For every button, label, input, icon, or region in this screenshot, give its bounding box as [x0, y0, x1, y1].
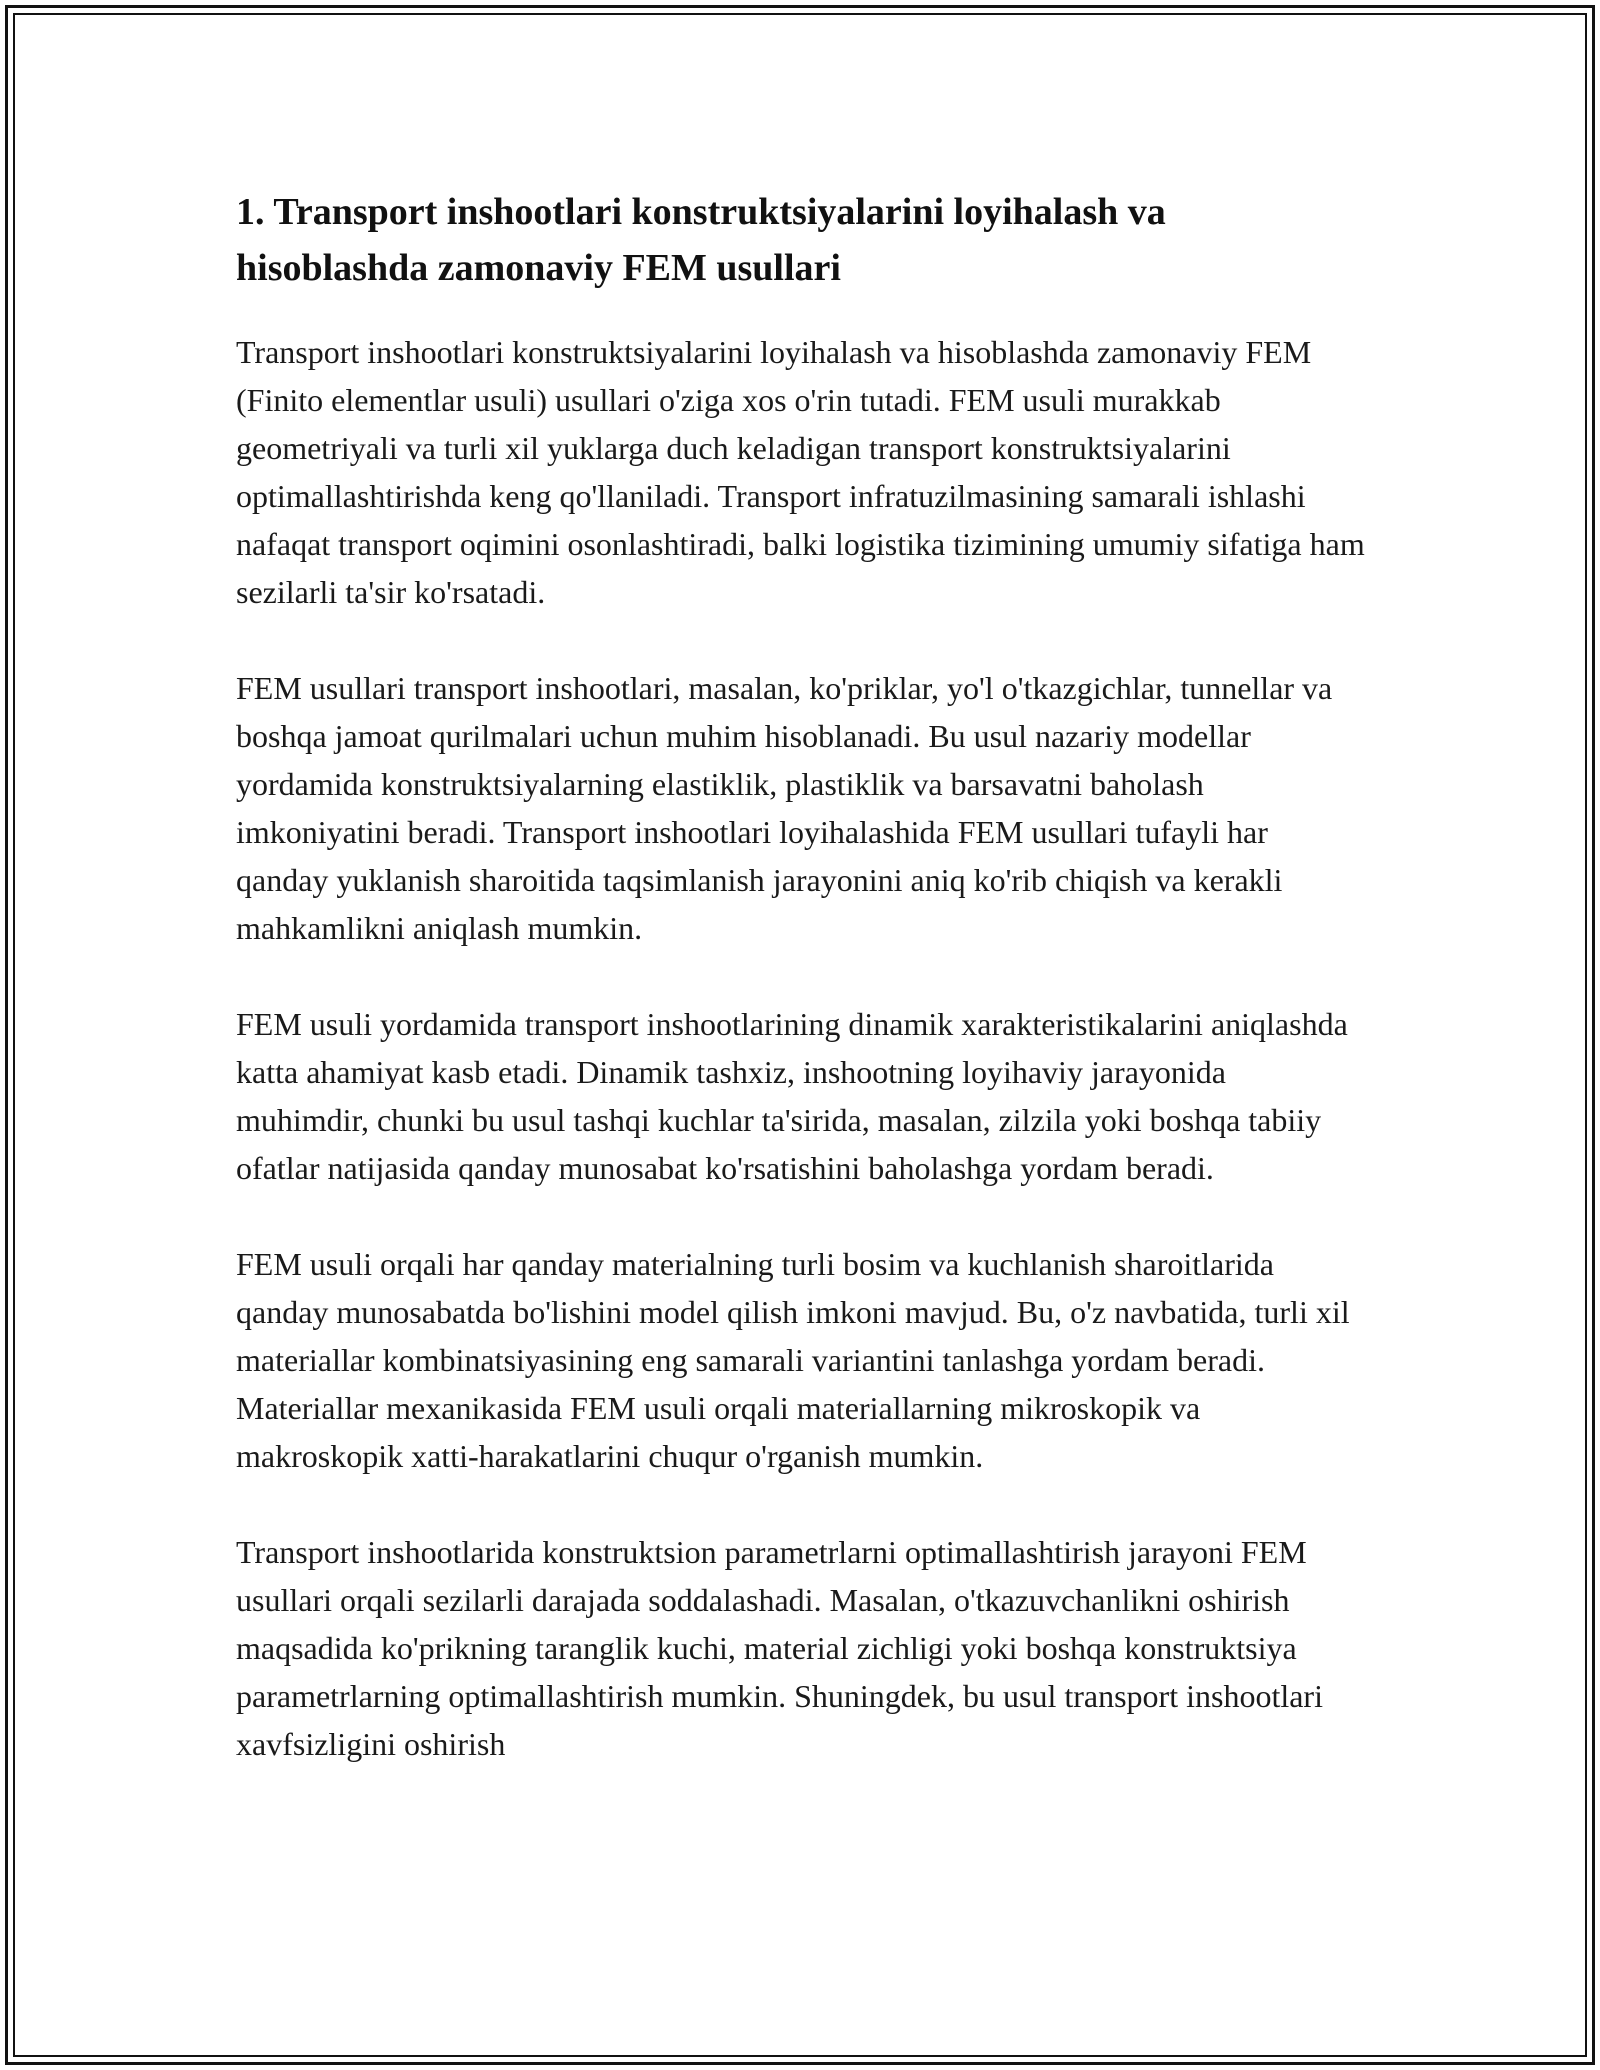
paragraph-2: FEM usullari transport inshootlari, masalan, ko'priklar, yo'l o'tkazgichlar, tunnellar va boshqa jamoat qurilmalari uchun muhim hisoblanadi. Bu usul nazariy modellar yordamida konstruktsiyalarning elastiklik, plastiklik va barsavatni baholash imkoniyatini beradi. Transport inshootlari loyihalashida FEM usullari tufayli har qanday yuklanish sharoitida taqsimlanish jarayonini aniq ko'rib chiqish va kerakli mahkamlikni aniqlash mumkin.	[236, 670, 1333, 946]
title-line-2: hisoblashda zamonaviy FEM usullari	[236, 247, 841, 289]
paragraph-5: Transport inshootlarida konstruktsion parametrlarni optimallashtirish jarayoni FEM usullari orqali sezilarli darajada soddalashadi. Masalan, o'tkazuvchanlikni oshirish maqsadida ko'prikning taranglik kuchi, material zichligi yoki boshqa konstruktsiya parametrlarning optimallashtirish mumkin. Shuningdek, bu usul transport inshootlari xavfsizligini oshirish	[236, 1534, 1323, 1762]
document-body	[236, 184, 1366, 1768]
document-title	[236, 184, 1366, 296]
title-line-1: 1. Transport inshootlari konstruktsiyalarini loyihalash va	[236, 191, 1166, 233]
paragraph-1: Transport inshootlari konstruktsiyalarini loyihalash va hisoblashda zamonaviy FEM (Finito elementlar usuli) usullari o'ziga xos o'rin tutadi. FEM usuli murakkab geometriyali va turli xil yuklarga duch keladigan transport konstruktsiyalarini optimallashtirishda keng qo'llaniladi. Transport infratuzilmasining samarali ishlashi nafaqat transport oqimini osonlashtiradi, balki logistika tizimining umumiy sifatiga ham sezilarli ta'sir ko'rsatadi.	[236, 334, 1365, 610]
paragraph-3: FEM usuli yordamida transport inshootlarining dinamik xarakteristikalarini aniqlashda katta ahamiyat kasb etadi. Dinamik tashxiz, inshootning loyihaviy jarayonida muhimdir, chunki bu usul tashqi kuchlar ta'sirida, masalan, zilzila yoki boshqa tabiiy ofatlar natijasida qanday munosabat ko'rsatishini baholashga yordam beradi.	[236, 1006, 1348, 1186]
paragraph-4: FEM usuli orqali har qanday materialning turli bosim va kuchlanish sharoitlarida qanday munosabatda bo'lishini model qilish imkoni mavjud. Bu, o'z navbatida, turli xil materiallar kombinatsiyasining eng samarali variantini tanlashga yordam beradi. Materiallar mexanikasida FEM usuli orqali materiallarning mikroskopik va makroskopik xatti-harakatlarini chuqur o'rganish mumkin.	[236, 1246, 1350, 1474]
